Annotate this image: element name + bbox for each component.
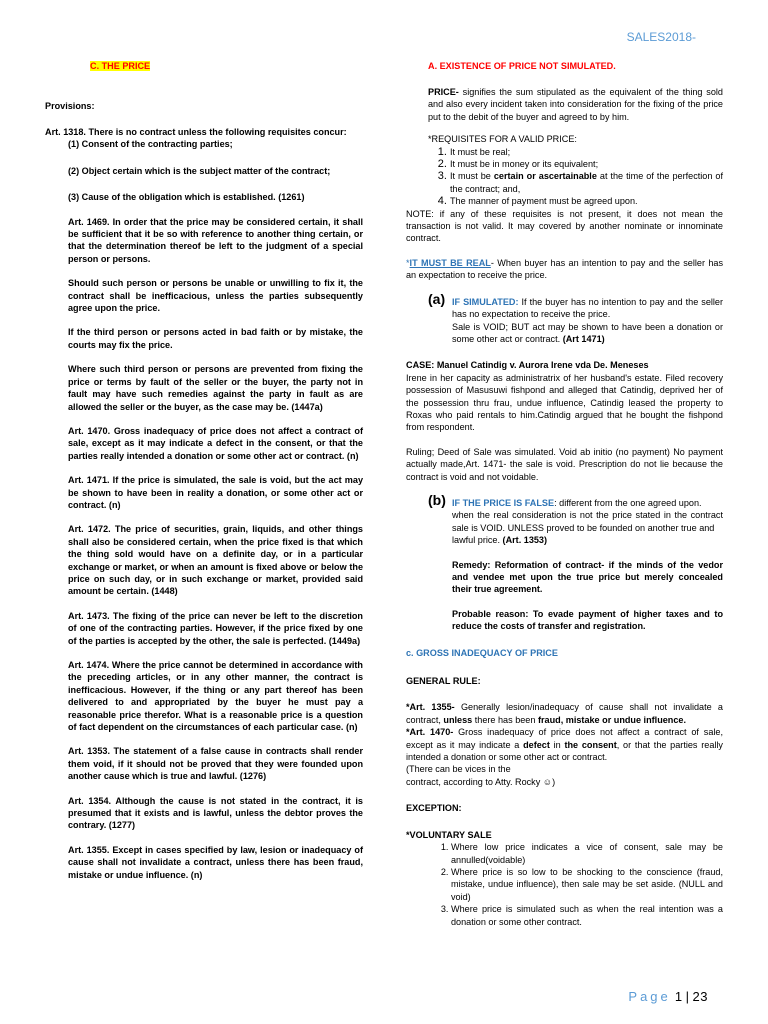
price-definition [406, 86, 723, 123]
exception-label: EXCEPTION: [406, 803, 462, 814]
probable-reason: Probable reason: To evade payment of higher taxes and to reduce the costs of transfer and registration. [452, 608, 723, 632]
art-1472: Art. 1472. The price of securities, grain, liquids, and other things shall also be considered certain, when the price fixed is that which the thing sold would have on a definite day, or in a particular exchange or market, or when an amount is fixed above or below the price on such day, or in such exchange or market, provided said amount be certain. (1448) [68, 524, 363, 597]
art-1318-item-3: (3) Cause of the obligation which is established. (1261) [68, 192, 305, 203]
case-ruling: Ruling; Deed of Sale was simulated. Void ab initio (no payment) No payment actually made,Art. 1471- the sale is void. Prescription do not lie because the contract is void and not voidable. [406, 446, 723, 482]
art-1354: Art. 1354. Although the cause is not stated in the contract, it is presumed that it exists and is lawful, unless the debtor proves the contrary. (1277) [68, 795, 363, 831]
case-b-title: IF THE PRICE IS FALSE [452, 497, 555, 508]
remedy-text: Remedy: Reformation of contract- if the minds of the vedor and vendee met upon the true price but merely concealed their true agreement. [452, 559, 723, 595]
page-separator: | [685, 989, 690, 1004]
voluntary-sale-label: *VOLUNTARY SALE [406, 829, 492, 840]
art-1318-item-2: (2) Object certain which is the subject matter of the contract; [68, 165, 331, 176]
page-total: 23 [692, 989, 708, 1004]
requisite-item: 1. It must be real; [450, 146, 723, 158]
art-1469-para-3: If the third person or persons acted in bad faith or by mistake, the courts may fix the price. [68, 327, 363, 350]
art-1469-para-4: Where such third person or persons are prevented from fixing the price or terms by fault of the seller or the buyer, the party not in fault may have such remedies against the party in fault as are allowed the seller or the buyer, as the case may be. (1447a) [68, 364, 363, 412]
section-c-title: c. GROSS INADEQUACY OF PRICE [406, 647, 558, 658]
art-1470: Art. 1470. Gross inadequacy of price does not affect a contract of sale, except as it may indicate a defect in the consent, or that the parties really intended a donation or some other act or contract. (n) [68, 425, 363, 461]
requisites-note: NOTE: if any of these requisites is not present, it does not mean the transaction is not valid. It may covered by another nominate or innominate contract. [406, 208, 723, 244]
case-heading: CASE: Manuel Catindig v. Aurora Irene vda De. Meneses [406, 360, 649, 371]
art-1474: Art. 1474. Where the price cannot be determined in accordance with the preceding articles, or in any other manner, the contract is inefficacious. However, if the thing or any part thereof has been delivered to and appropriated by the buyer he must pay a reasonable price therefor. What is a reasonable price is a question of fact dependent on the circumstances of each particular case. (n) [68, 660, 363, 733]
art-1469-para-2: Should such person or persons be unable or unwilling to fix it, the contract shall be inefficacious, unless the parties subsequently agree upon the price. [68, 278, 363, 314]
general-rule-label: GENERAL RULE: [406, 676, 481, 687]
case-a-simulated: (a) IF SIMULATED: If the buyer has no intention to pay and the seller has no expectation to receive the price. Sale is VOID; BUT act may be shown to have been a donation or some other act or contract. (Art 1471) [428, 290, 723, 344]
case-b-letter: (b) [428, 491, 446, 508]
voluntary-sale-list [406, 841, 723, 928]
case-a-letter: (a) [428, 290, 446, 307]
price-definition-text: signifies the sum stipulated as the equivalent of the thing sold and also every incident taken into consideration for the fixing of the price put to the debit of the buyer and agreed to by him. [428, 87, 723, 122]
general-rule-note-1: (There can be vices in the [406, 764, 511, 775]
general-rule-art-1355: *Art. 1355- Generally lesion/inadequacy of cause shall not invalidate a contract, unless there has been fraud, mistake or undue influence. [406, 702, 723, 725]
art-1355: Art. 1355. Except in cases specified by law, lesion or inadequacy of cause shall not invalidate a contract, unless there has been fraud, mistake or undue influence. (n) [68, 844, 363, 880]
general-rule-art-1470: *Art. 1470- Gross inadequacy of price does not affect a contract of sale, except as it may indicate a defect in the consent, or that the parties really intended a donation or some other act or contract. [406, 727, 723, 763]
case-b-false: (b) IF THE PRICE IS FALSE: different from the one agreed upon. when the real consideration is not the price stated in the contract sale is VOID. UNLESS proved to be founded on another true and lawful price. (Art. 1353) [428, 491, 723, 546]
requisite-item: 2. It must be in money or its equivalent; [450, 158, 723, 170]
art-1469-para-1: Art. 1469. In order that the price may be considered certain, it shall be sufficient that it be so with reference to another thing certain, or that the determination thereof be left to the judgment of a special person or persons. [68, 216, 363, 264]
section-title-the-price: C. THE PRICE [90, 61, 151, 71]
page-footer [628, 989, 708, 1005]
page-word: Page [628, 989, 671, 1004]
price-term: PRICE- [428, 87, 459, 97]
case-name: Manuel Catindig v. Aurora Irene vda De. Meneses [434, 360, 649, 371]
art-1473: Art. 1473. The fixing of the price can never be left to the discretion of one of the contracting parties. However, if the price fixed by one of the parties is accepted by the other, the sale is perfected. (1449a) [68, 610, 363, 646]
must-be-real: *IT MUST BE REAL- When buyer has an intention to pay and the seller has an expectation to receive the price. [406, 257, 724, 281]
requisites-title: *REQUISITES FOR A VALID PRICE: [428, 134, 577, 145]
general-rule-note-2: contract, according to Atty. Rocky ☺) [406, 776, 556, 787]
art-1318-item-1: (1) Consent of the contracting parties; [68, 139, 233, 150]
section-a-title: A. EXISTENCE OF PRICE NOT SIMULATED. [428, 61, 616, 71]
provisions-label: Provisions: [45, 101, 95, 111]
voluntary-sale-item: 2. Where price is so low to be shocking to the conscience (fraud, mistake, undue influence), then sale may be set aside. (NULL and void) [451, 866, 723, 903]
left-column [45, 60, 363, 881]
requisite-item: 4. The manner of payment must be agreed upon. [450, 195, 723, 207]
art-1353: Art. 1353. The statement of a false cause in contracts shall render them void, if it should not be proved that they were founded upon another cause which is true and lawful. (1276) [68, 746, 363, 782]
voluntary-sale-item: 3. Where price is simulated such as when the real intention was a donation or some other contract. [451, 903, 723, 928]
page-current: 1 [674, 989, 683, 1004]
case-a-title: IF SIMULATED: [452, 296, 519, 307]
case-facts: Irene in her capacity as administratrix of her husband's estate. Filed recovery possession of Masusuwi fishpond and alleged that Catindig, deprived her of the possession thru frau, undue influence, Catindig leased the property to Roxas who paid rentals to him.Catindig argued that he bought the fishpond from respondent. [406, 372, 723, 433]
art-1471: Art. 1471. If the price is simulated, the sale is void, but the act may be shown to have been in reality a donation, or some other act or contract. (n) [68, 475, 363, 510]
art-1318-intro: Art. 1318. There is no contract unless the following requisites concur: [45, 127, 347, 137]
voluntary-sale-item: 1. Where low price indicates a vice of consent, sale may be annulled(voidable) [451, 841, 723, 866]
must-be-real-title: IT MUST BE REAL [409, 257, 491, 268]
requisites-list [428, 146, 723, 208]
document-header: SALES2018- [626, 30, 696, 44]
requisite-item: 3. It must be certain or ascertainable at the time of the perfection of the contract; and, [450, 170, 723, 195]
must-be-real-text: - When buyer has an intention to pay and the seller has an expectation to receive the price. [406, 257, 724, 281]
right-column [406, 60, 723, 928]
